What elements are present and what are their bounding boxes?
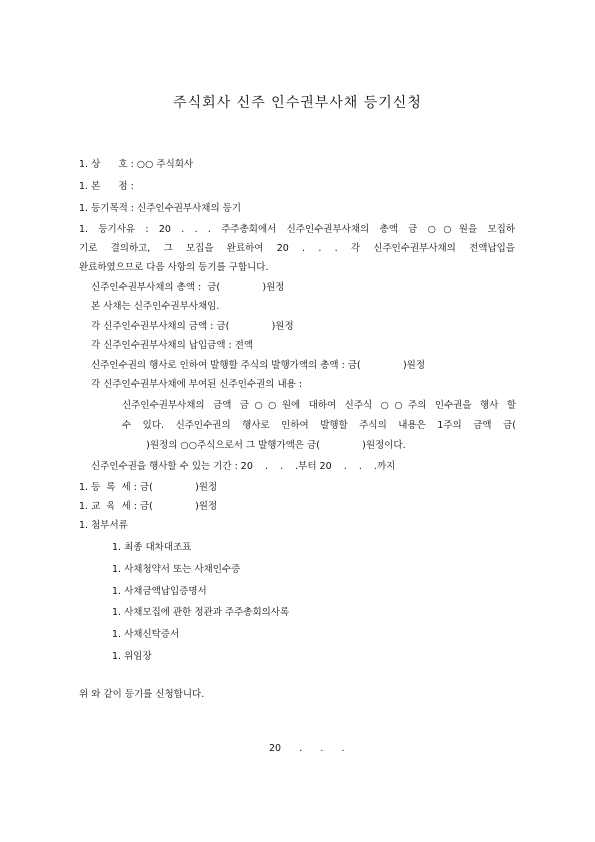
date-line: 20 . . . [269,743,345,754]
bond-kind-line: 본 사채는 신주인수권부사채임. [91,301,220,312]
attachment-item: 1. 사채청약서 또는 사채인수증 [112,564,241,575]
paid-amount-line: 각 신주인수권부사채의 납입금액 : 전액 [91,340,254,351]
attachments-label: 1. 첨부서류 [79,520,128,531]
attachment-item: 1. 사채신탁증서 [112,629,180,640]
right-content-line-1: 신주인수권부사채의 금액 금○○원에 대하여 신주식 ○○주의 인수권을 행사 할 [122,400,516,411]
attachment-item: 1. 사채금액납입증명서 [112,586,207,597]
bond-amount-each-line: 각 신주인수권부사채의 금액 : 금( )원정 [91,321,294,332]
attachment-item: 1. 최종 대차대조표 [112,542,192,553]
bond-total-line: 신주인수권부사채의 총액 : 금( )원정 [91,282,285,293]
closing-statement: 위 와 같이 등기를 신청합니다. [79,689,205,700]
document-title: 주식회사 신주 인수권부사채 등기신청 [173,95,422,111]
attachment-item: 1. 위임장 [112,651,152,662]
right-content-line-2: 수 있다. 신주인수권의 행사로 인하여 발행할 주식의 내용은 1주의 금액 금( [122,420,516,431]
registration-tax-line: 1. 등 록 세 : 금( )원정 [79,482,218,493]
issue-total-line: 신주인수권의 행사로 인하여 발행할 주식의 발행가액의 총액 : 금( )원정 [91,360,426,371]
registration-reason-line-2: 기로 결의하고, 그 모집을 완료하여 20 . . . 각 신주인수권부사채의 전액납입을 [79,243,515,254]
head-office-line: 1. 본 점 : [79,181,134,192]
registration-purpose-line: 1. 등기목적 : 신주인수권부사채의 등기 [79,203,241,214]
right-content-label: 각 신주인수권부사채에 부여된 신주인수권의 내용 : [91,379,303,390]
right-content-line-3: )원정의 ○○주식으로서 그 발행가액은 금( )원정이다. [122,440,406,451]
attachment-item: 1. 사채모집에 관한 정관과 주주총회의사록 [112,607,290,618]
registration-reason-line-1: 1. 등기사유 : 20 . . . 주주총회에서 신주인수권부사채의 총액 금 ○○원을 모집하 [79,224,515,235]
registration-reason-line-3: 완료하였으므로 다음 사항의 등기를 구합니다. [79,262,269,273]
trade-name-line: 1. 상 호 : ○○ 주식회사 [79,159,194,170]
exercise-period-line: 신주인수권을 행사할 수 있는 기간 : 20 . . .부터 20 . . .까지 [91,461,396,472]
education-tax-line: 1. 교 육 세 : 금( )원정 [79,501,218,512]
